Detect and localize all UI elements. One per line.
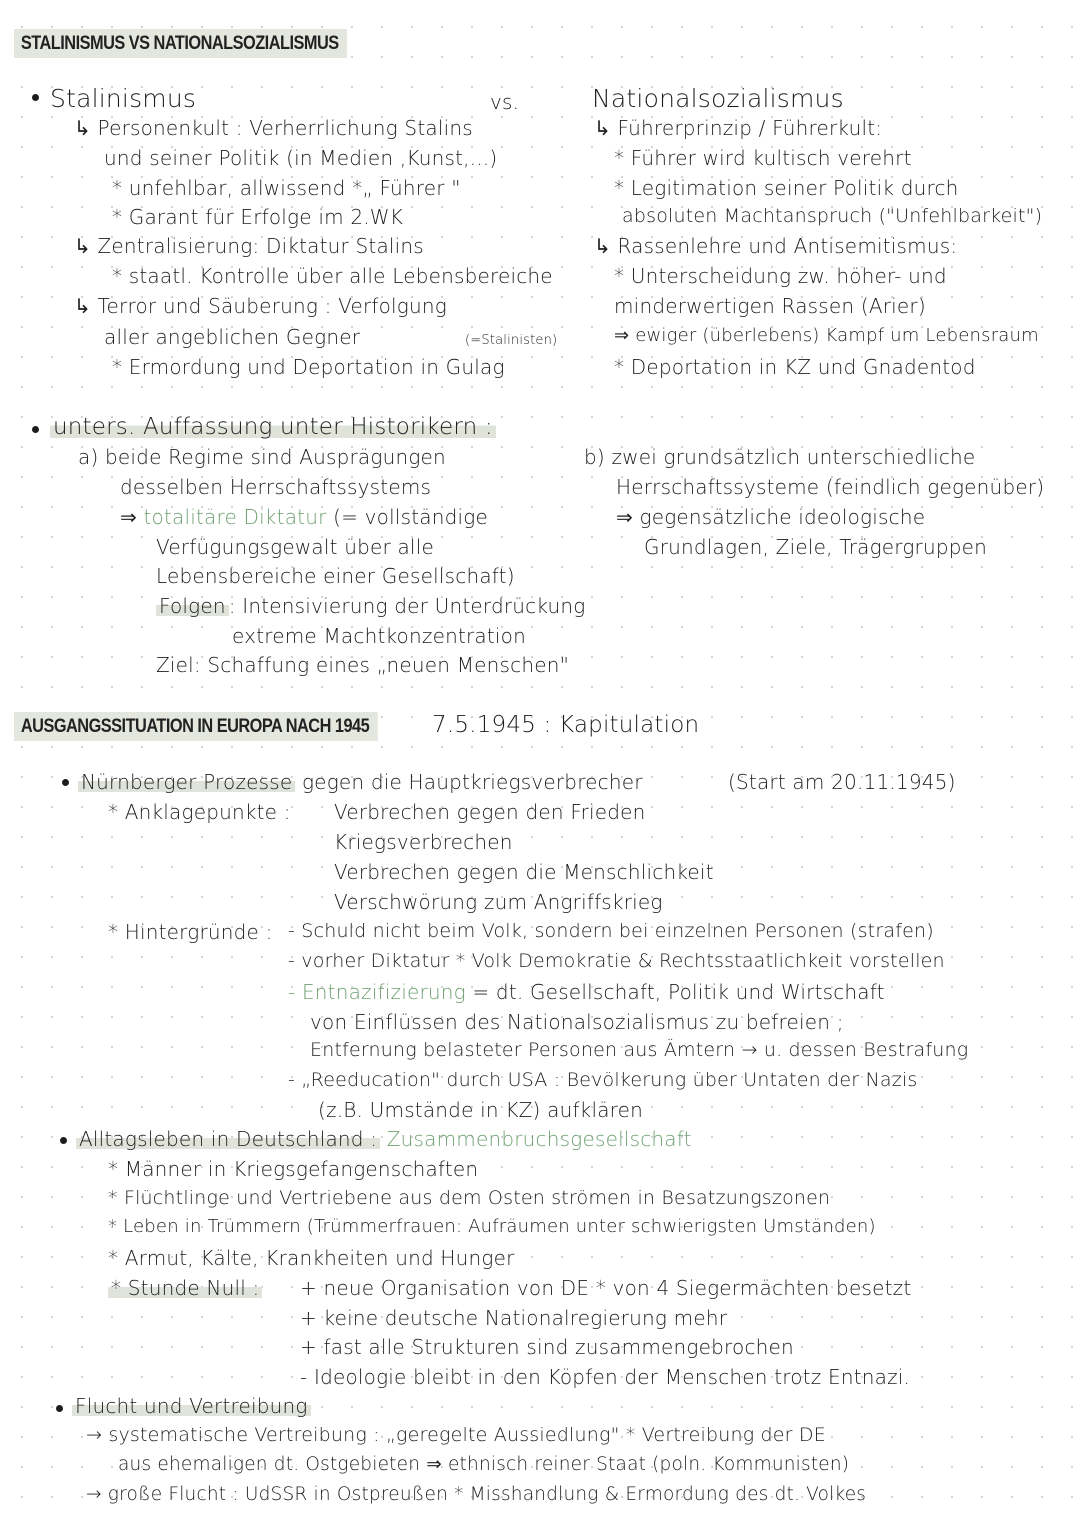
left-line: * Ermordung und Deportation in Gulag xyxy=(112,355,505,379)
nuernberg-date: (Start am 20.11.1945) xyxy=(728,770,956,794)
view-b-line: Grundlagen, Ziele, Trägergruppen xyxy=(644,535,988,559)
hintergrund-label: * Hintergründe : xyxy=(108,920,273,944)
hintergrund-entnazi xyxy=(288,982,885,1002)
capitulation-date: 7.5.1945 : Kapitulation xyxy=(432,712,700,738)
view-a-line: Verfügungsgewalt über alle xyxy=(156,535,434,559)
left-line: * staatl. Kontrolle über alle Lebensbereiche xyxy=(112,264,553,288)
arrow-icon: ⇒ xyxy=(120,505,144,529)
view-a-folgen xyxy=(156,596,586,616)
left-title: Stalinismus xyxy=(50,84,197,113)
anklage-item: Verbrechen gegen den Frieden xyxy=(334,800,646,824)
left-line: ↳ Zentralisierung: Diktatur Stalins xyxy=(74,234,424,258)
stunde-item: + neue Organisation von DE * von 4 Siegermächten besetzt xyxy=(300,1276,912,1300)
flucht-title xyxy=(72,1396,311,1416)
flucht-line: → große Flucht : UdSSR in Ostpreußen * Misshandlung & Ermordung des dt. Volkes xyxy=(86,1484,867,1505)
hintergrund-line: (z.B. Umstände in KZ) aufklären xyxy=(318,1098,644,1122)
bullet xyxy=(60,1137,67,1144)
right-line: * Unterscheidung zw. höher- und xyxy=(614,264,947,288)
left-line: und seiner Politik (in Medien ,Kunst,...) xyxy=(104,146,498,170)
hintergrund-line: von Einflüssen des Nationalsozialismus zu befreien ; xyxy=(310,1010,844,1034)
right-line: ⇒ ewiger (überlebens) Kampf um Lebensraum xyxy=(614,325,1039,346)
right-line: ↳ Führerprinzip / Führerkult: xyxy=(594,116,883,140)
flucht-line: aus ehemaligen dt. Ostgebieten ⇒ ethnisch reiner Staat (poln. Kommunisten) xyxy=(118,1454,850,1475)
view-a-line: Ziel: Schaffung eines „neuen Menschen" xyxy=(156,653,570,677)
view-a-line: desselben Herrschaftssystems xyxy=(120,475,432,499)
nuernberg-line xyxy=(78,772,643,792)
flucht-line: → systematische Vertreibung : „geregelte Aussiedlung" * Vertreibung der DE xyxy=(86,1424,826,1446)
stunde-label xyxy=(108,1278,262,1298)
section-heading-ausgangssituation: AUSGANGSSITUATION IN EUROPA NACH 1945 xyxy=(14,712,378,741)
totalitarian-term: totalitäre Diktatur xyxy=(143,505,327,529)
view-a-line-green xyxy=(120,507,488,527)
views-title-text: unters. Auffassung unter Historikern : xyxy=(50,414,496,440)
bullet xyxy=(32,94,39,101)
views-title xyxy=(50,416,496,439)
view-a-line: Lebensbereiche einer Gesellschaft) xyxy=(156,564,515,588)
view-b-line: ⇒ gegensätzliche ideologische xyxy=(616,505,926,529)
right-title: Nationalsozialismus xyxy=(592,84,844,113)
stunde-label-text: * Stunde Null : xyxy=(108,1276,262,1300)
left-line: ↳ Personenkult : Verherrlichung Stalins xyxy=(74,116,473,140)
anklage-item: Kriegsverbrechen xyxy=(334,830,513,854)
bullet xyxy=(56,1405,63,1412)
view-a-line: a) beide Regime sind Ausprägungen xyxy=(78,445,446,469)
flucht-title-text: Flucht und Vertreibung xyxy=(72,1394,311,1418)
right-line: minderwertigen Rassen (Arier) xyxy=(614,294,926,318)
entnazi-term: - Entnazifizierung xyxy=(288,980,466,1004)
nuernberg-title: Nürnberger Prozesse xyxy=(78,770,295,794)
right-line: * Führer wird kultisch verehrt xyxy=(614,146,912,170)
view-a-definition: (= vollständige xyxy=(333,505,488,529)
stunde-item: + fast alle Strukturen sind zusammengebrochen xyxy=(300,1335,794,1359)
entnazi-text: = dt. Gesellschaft, Politik und Wirtschaft xyxy=(472,980,885,1004)
left-line: ↳ Terror und Säuberung : Verfolgung xyxy=(74,294,447,318)
bullet xyxy=(32,426,39,433)
stunde-item: - Ideologie bleibt in den Köpfen der Menschen trotz Entnazi. xyxy=(300,1365,911,1389)
right-line: absoluten Machtanspruch ("Unfehlbarkeit") xyxy=(622,205,1043,227)
alltag-item: * Leben in Trümmern (Trümmerfrauen: Aufräumen unter schwierigsten Umständen) xyxy=(108,1216,876,1237)
left-note: (=Stalinisten) xyxy=(465,333,558,348)
folgen-label: Folgen xyxy=(156,594,229,618)
right-line: ↳ Rassenlehre und Antisemitismus: xyxy=(594,234,958,258)
nuernberg-rest: gegen die Hauptkriegsverbrecher xyxy=(301,770,643,794)
hintergrund-line: - Schuld nicht beim Volk, sondern bei einzelnen Personen (strafen) xyxy=(288,920,934,942)
alltag-line xyxy=(76,1129,692,1149)
hintergrund-line: - „Reeducation" durch USA : Bevölkerung über Untaten der Nazis xyxy=(288,1069,918,1091)
left-line: * unfehlbar, allwissend *„ Führer " xyxy=(112,176,461,200)
view-a-line: extreme Machtkonzentration xyxy=(232,624,526,648)
anklage-item: Verbrechen gegen die Menschlichkeit xyxy=(334,860,714,884)
folgen-text: : Intensivierung der Unterdrückung xyxy=(228,594,586,618)
alltag-item: * Männer in Kriegsgefangenschaften xyxy=(108,1157,479,1181)
bullet xyxy=(62,779,69,786)
right-line: * Legitimation seiner Politik durch xyxy=(614,176,959,200)
view-b-line: Herrschaftssysteme (feindlich gegenüber) xyxy=(616,475,1045,499)
alltag-title: Alltagsleben in Deutschland : xyxy=(76,1127,380,1151)
anklage-label: * Anklagepunkte : xyxy=(108,800,291,824)
anklage-item: Verschwörung zum Angriffskrieg xyxy=(334,890,663,914)
hintergrund-line: Entfernung belasteter Personen aus Ämtern → u. dessen Bestrafung xyxy=(310,1039,969,1061)
vs-label: vs. xyxy=(490,90,520,114)
section-heading-stalinismus: STALINISMUS VS NATIONALSOZIALISMUS xyxy=(14,29,347,58)
left-line: aller angeblichen Gegner xyxy=(104,325,361,349)
stunde-item: + keine deutsche Nationalregierung mehr xyxy=(300,1306,728,1330)
right-line: * Deportation in KZ und Gnadentod xyxy=(614,355,976,379)
alltag-item: * Flüchtlinge und Vertriebene aus dem Osten strömen in Besatzungszonen xyxy=(108,1187,831,1209)
view-b-line: b) zwei grundsätzlich unterschiedliche xyxy=(584,445,976,469)
left-line: * Garant für Erfolge im 2.WK xyxy=(112,205,404,229)
alltag-item: * Armut, Kälte, Krankheiten und Hunger xyxy=(108,1246,515,1270)
alltag-term: Zusammenbruchsgesellschaft xyxy=(386,1127,692,1151)
hintergrund-line: - vorher Diktatur * Volk Demokratie & Rechtsstaatlichkeit vorstellen xyxy=(288,950,945,972)
